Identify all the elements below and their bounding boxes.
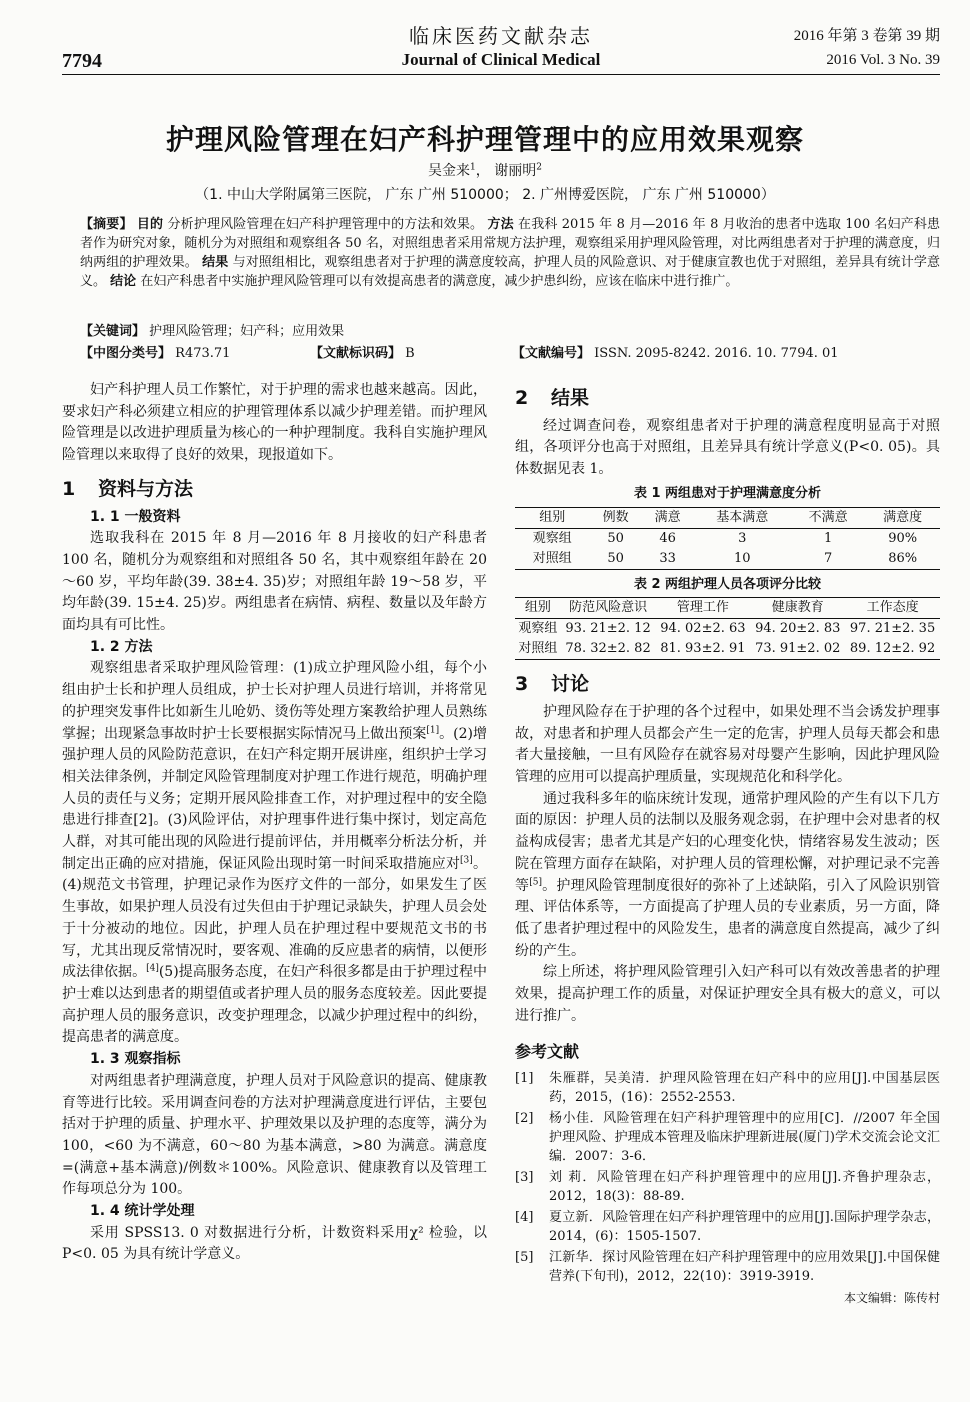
section-number: 2 bbox=[515, 387, 529, 409]
section-title: 结果 bbox=[551, 387, 590, 409]
table2-caption: 表 2 两组护理人员各项评分比较 bbox=[633, 576, 822, 592]
discussion-text-part: 。护理风险管理制度很好的弥补了上述缺陷，引入了风险识别管理、评估体系等，一方面提高了护理人员的专业素质，另一方面，降低了患者护理过程中的风险发生，患者的满意度自然提高，减少了纠纷的产生。 bbox=[515, 877, 941, 959]
table-header-cell: 例数 bbox=[602, 509, 629, 525]
reference-item bbox=[515, 1248, 940, 1286]
reference-list bbox=[515, 1069, 940, 1286]
table-cell: 50 bbox=[607, 530, 624, 546]
section-title: 资料与方法 bbox=[98, 477, 194, 500]
score-table bbox=[515, 597, 940, 660]
reference-item bbox=[515, 1109, 940, 1166]
section-number: 3 bbox=[515, 673, 529, 696]
discussion-text-part: 通过我科多年的临床统计发现，通常护理风险的产生有以下几方面的原因：护理人员的法制以及服务观念弱，在护理中会对患者的权益构成侵害；患者尤其是产妇的心理变化快，情绪容易发生波动；医院在管理方面存在缺陷，对护理人员的管理松懈，对护理记录不完善等 bbox=[515, 790, 940, 894]
methods-paragraph bbox=[62, 658, 487, 1049]
left-column bbox=[62, 380, 487, 1266]
reference-text: 刘 莉．风险管理在妇产科护理管理中的应用[J].齐鲁护理杂志，2012，18(3)：88-89. bbox=[549, 1170, 940, 1205]
section-title: 讨论 bbox=[551, 673, 590, 696]
table-header-cell: 不满意 bbox=[808, 509, 848, 525]
section-heading-discussion bbox=[515, 674, 940, 696]
reference-number: [1] bbox=[515, 1071, 534, 1087]
table-cell: 81. 93±2. 91 bbox=[660, 641, 746, 657]
doc-id-label: 【文献编号】 bbox=[512, 346, 591, 361]
keywords-text: 护理风险管理；妇产科；应用效果 bbox=[149, 324, 345, 339]
table-cell: 50 bbox=[607, 550, 624, 566]
table-header-cell: 工作态度 bbox=[866, 600, 919, 616]
citation: [1] bbox=[426, 724, 440, 735]
author-affiliation-mark: 1 bbox=[470, 162, 476, 173]
header-divider bbox=[62, 74, 940, 75]
discussion-paragraph: 护理风险存在于护理的各个过程中，如果处理不当会诱发护理事故，对患者和护理人员都会产生一定的危害，护理人员每天都会和患者大量接触，一旦有风险存在就容易对母婴产生影响，因此护理风险管理的应用可以提高护理质量，实现规范化和科学化。 bbox=[515, 703, 940, 786]
references-heading: 参考文献 bbox=[515, 1042, 580, 1062]
reference-number: [5] bbox=[515, 1250, 534, 1266]
methods-label: 方法 bbox=[487, 217, 514, 232]
doc-code-block bbox=[310, 342, 415, 361]
objective-text: 分析护理风险管理在妇产科护理管理中的方法和效果。 bbox=[167, 217, 484, 232]
methods-text-part: 。(4)规范文书管理，护理记录作为医疗文件的一部分，如果发生了医生事故，如果护理人员没有过失但由于护理记录缺失，护理人员会处于十分被动的地位。因此，护理人员在护理过程中要规范文书的书写，尤其出现反常情况时，要客观、准确的反应患者的病情，以便形成法律依据。 bbox=[62, 855, 488, 981]
author-name: 谢丽明 bbox=[494, 163, 537, 179]
reference-text: 夏立新．风险管理在妇产科护理管理中的应用[J].国际护理学杂志，2014，(6)：1505-1507. bbox=[549, 1210, 940, 1245]
table-cell: 78. 32±2. 82 bbox=[565, 641, 651, 657]
clc-block bbox=[80, 342, 230, 361]
doc-id-value: ISSN. 2095-8242. 2016. 10. 7794. 01 bbox=[594, 346, 839, 361]
conclusion-text: 在妇产科患者中实施护理风险管理可以有效提高患者的满意度，减少护患纠纷，应该在临床中进行推广。 bbox=[140, 274, 739, 289]
methods-text-part: 。(2)增强护理人员的风险防范意识，在妇产科定期开展讲座，组织护士学习相关法律条例，并制定风险管理制度对护理工作进行规范，明确护理人员的责任与义务；定期开展风险排查工作，对护理过程中的安全隐患进行排查[2]。(3)风险评估，对护理事件进行集中探讨，划定高危人群，对其可能出现的风险进行提前评估，并用概率分析法分析，并制定出正确的应对措施，保证风险出现时第一时间采取措施应对 bbox=[62, 725, 487, 872]
right-column bbox=[515, 380, 940, 1310]
discussion-paragraph bbox=[515, 789, 940, 963]
statistics-paragraph: 采用 SPSS13. 0 对数据进行分析，计数资料采用χ² 检验，以 P<0. 05 为具有统计学意义。 bbox=[62, 1224, 487, 1263]
citation: [3] bbox=[460, 855, 473, 866]
reference-item bbox=[515, 1168, 940, 1206]
table-header-row bbox=[515, 507, 940, 528]
table-row bbox=[515, 549, 940, 570]
page-number: 7794 bbox=[62, 50, 102, 72]
table-header-cell: 防范风险意识 bbox=[569, 600, 648, 616]
methods-text-part: 观察组患者采取护理风险管理：(1)成立护理风险小组，每个小组由护士长和护理人员组成，护士长对护理人员进行培训，并将常见的护理突发事件比如新生儿呛奶、烫伤等处理方案教给护理人员熟练掌握；出现紧急事故时护士长要根据实际情况马上做出预案 bbox=[62, 660, 487, 742]
reference-number: [2] bbox=[515, 1111, 534, 1127]
table-cell: 94. 20±2. 83 bbox=[755, 621, 841, 637]
abstract bbox=[80, 215, 940, 291]
table-row bbox=[515, 619, 940, 640]
classification-row bbox=[80, 342, 940, 362]
results-text: 与对照组相比，观察组患者对于护理的满意度较高，护理人员的风险意识、对于健康宣教也优于对照组，差异具有统计学意义。 bbox=[80, 255, 940, 289]
citation: [5] bbox=[529, 876, 542, 887]
reference-text: 杨小佳．风险管理在妇产科护理管理中的应用[C]．//2007 年全国护理风险、护理成本管理及临床护理新进展(厦门)学术交流会论文汇编．2007：3-6． bbox=[549, 1111, 940, 1165]
methods-text-part: (5)提高服务态度，在妇产科很多都是由于护理过程中护士难以达到患者的期望值或者护理人员的服务态度较差。因此要提高护理人员的服务意识，改变护理理念，以减少护理过程中的纠纷，提高患者的满意度。 bbox=[62, 964, 487, 1046]
table-cell: 90% bbox=[888, 530, 918, 546]
table-cell: 3 bbox=[738, 530, 747, 546]
reference-item bbox=[515, 1069, 940, 1107]
reference-text: 江新华．探讨风险管理在妇产科护理管理中的应用效果[J].中国保健营养(下旬刊)，2012，22(10)：3919-3919. bbox=[549, 1250, 940, 1285]
doc-id-block bbox=[512, 342, 839, 361]
section-heading-methods bbox=[62, 479, 487, 501]
methods-text: 在我科 2015 年 8 月—2016 年 8 月收治的患者中选取 100 名妇产科患者作为研究对象，随机分为对照组和观察组各 50 名，对照组患者采用常规方法护理，观察组采用护理风险管理，对比两组患者对于护理的满意度，归纳两组的护理效果。 bbox=[80, 217, 940, 270]
intro-paragraph: 妇产科护理人员工作繁忙，对于护理的需求也越来越高。因此，要求妇产科必须建立相应的护理管理体系以减少护理差错。而护理风险管理是以改进护理质量为核心的一种护理制度。我科自实施护理风险管理以来取得了良好的效果，现报道如下。 bbox=[62, 382, 487, 464]
citation: [4] bbox=[146, 963, 159, 974]
table-cell: 94. 02±2. 63 bbox=[660, 621, 746, 637]
doc-code-label: 【文献标识码】 bbox=[310, 346, 402, 361]
table-cell: 7 bbox=[823, 550, 833, 566]
table-header-row bbox=[515, 598, 940, 619]
author-affiliation-mark: 2 bbox=[536, 162, 542, 173]
table-row bbox=[515, 639, 940, 660]
table-cell: 86% bbox=[888, 550, 918, 566]
table-cell: 对照组 bbox=[532, 550, 572, 566]
reference-number: [3] bbox=[515, 1170, 534, 1186]
table-cell: 观察组 bbox=[532, 530, 572, 546]
table-cell: 1 bbox=[823, 530, 833, 546]
affiliations: （1. 中山大学附属第三医院， 广东 广州 510000； 2. 广州博爱医院， 广东 广州 510000） bbox=[195, 187, 775, 203]
subsection-heading: 1. 2 方法 bbox=[90, 638, 153, 655]
general-data-paragraph: 选取我科在 2015 年 8 月—2016 年 8 月接收的妇产科患者 100 名，随机分为观察组和对照组各 50 名，其中观察组年龄在 20～60 岁，平均年龄(39. 38±4. 35)岁；对照组年龄 19～58 岁，平均年龄(39. 15±4. 25)岁。两组患者在病情、病程、数量以及年龄方面均具有可比性。 bbox=[62, 530, 487, 634]
table-cell: 观察组 bbox=[518, 621, 558, 637]
satisfaction-table bbox=[515, 507, 940, 570]
article-title: 护理风险管理在妇产科护理管理中的应用效果观察 bbox=[165, 123, 804, 156]
editor-note: 本文编辑：陈传村 bbox=[843, 1291, 940, 1306]
table-cell: 对照组 bbox=[518, 641, 558, 657]
table-header-cell: 基本满意 bbox=[716, 509, 769, 525]
section-number: 1 bbox=[62, 477, 76, 500]
keywords-label: 【关键词】 bbox=[80, 324, 146, 339]
author-name: 吴金来 bbox=[428, 163, 471, 179]
table-header-cell: 管理工作 bbox=[676, 600, 729, 616]
subsection-heading: 1. 1 一般资料 bbox=[90, 508, 181, 525]
reference-item bbox=[515, 1208, 940, 1246]
subsection-heading: 1. 4 统计学处理 bbox=[90, 1203, 195, 1220]
table-cell: 10 bbox=[733, 550, 751, 566]
table-cell: 33 bbox=[659, 550, 676, 566]
issue-info-cn: 2016 年第 3 卷第 39 期 bbox=[793, 28, 940, 44]
objective-label: 目的 bbox=[136, 217, 164, 232]
table-header-cell: 组别 bbox=[524, 600, 551, 616]
reference-number: [4] bbox=[515, 1210, 534, 1226]
table-cell: 97. 21±2. 35 bbox=[849, 621, 936, 637]
table1-caption: 表 1 两组患对于护理满意度分析 bbox=[633, 485, 822, 501]
reference-text: 朱雁群，吴美清．护理风险管理在妇产科中的应用[J].中国基层医药，2015，(16)：2552-2553. bbox=[549, 1071, 940, 1106]
table-cell: 93. 21±2. 12 bbox=[565, 621, 651, 637]
conclusion-label: 结论 bbox=[110, 274, 137, 289]
indicators-paragraph: 对两组患者护理满意度，护理人员对于风险意识的提高、健康教育等进行比较。采用调查问卷的方法对护理满意度进行评估，主要包括对于护理的质量、护理水平、护理效果以及护理的态度等，满分为 100，<60 为不满意，60～80 为基本满意，>80 为满意。满意度=(满意+基本满意)/例数＊100%。风险意识、健康教育以及管理工作每项总分为 100。 bbox=[62, 1072, 487, 1198]
conclusion-paragraph: 综上所述，将护理风险管理引入妇产科可以有效改善患者的护理效果，提高护理工作的质量，对保证护理安全具有极大的意义，可以进行推广。 bbox=[515, 964, 940, 1024]
journal-title-en: Journal of Clinical Medical bbox=[401, 50, 601, 69]
results-label: 结果 bbox=[202, 255, 229, 270]
results-paragraph: 经过调查问卷，观察组患者对于护理的满意程度明显高于对照组，各项评分也高于对照组，且差异具有统计学意义(P<0. 05)。具体数据见表 1。 bbox=[515, 417, 940, 478]
subsection-heading: 1. 3 观察指标 bbox=[90, 1051, 181, 1068]
issue-info-en: 2016 Vol. 3 No. 39 bbox=[826, 52, 940, 68]
journal-title-cn: 临床医药文献杂志 bbox=[409, 24, 593, 48]
abstract-label: 【摘要】 bbox=[80, 217, 133, 232]
table-row bbox=[515, 528, 940, 549]
clc-label: 【中图分类号】 bbox=[80, 346, 172, 361]
clc-value: R473.71 bbox=[175, 346, 231, 361]
table-cell: 46 bbox=[659, 530, 676, 546]
section-heading-results bbox=[515, 388, 940, 410]
author-list: 吴金来$^1$， 谢丽明$^2$ bbox=[428, 162, 542, 179]
table-header-cell: 满意度 bbox=[883, 509, 923, 525]
table-header-cell: 组别 bbox=[539, 509, 566, 525]
table-cell: 89. 12±2. 92 bbox=[849, 641, 936, 657]
table-header-cell: 满意 bbox=[654, 509, 681, 525]
table-cell: 73. 91±2. 02 bbox=[755, 641, 841, 657]
table-header-cell: 健康教育 bbox=[771, 600, 824, 616]
keywords bbox=[80, 320, 940, 339]
page-header bbox=[62, 10, 940, 76]
doc-code-value: B bbox=[405, 346, 415, 361]
